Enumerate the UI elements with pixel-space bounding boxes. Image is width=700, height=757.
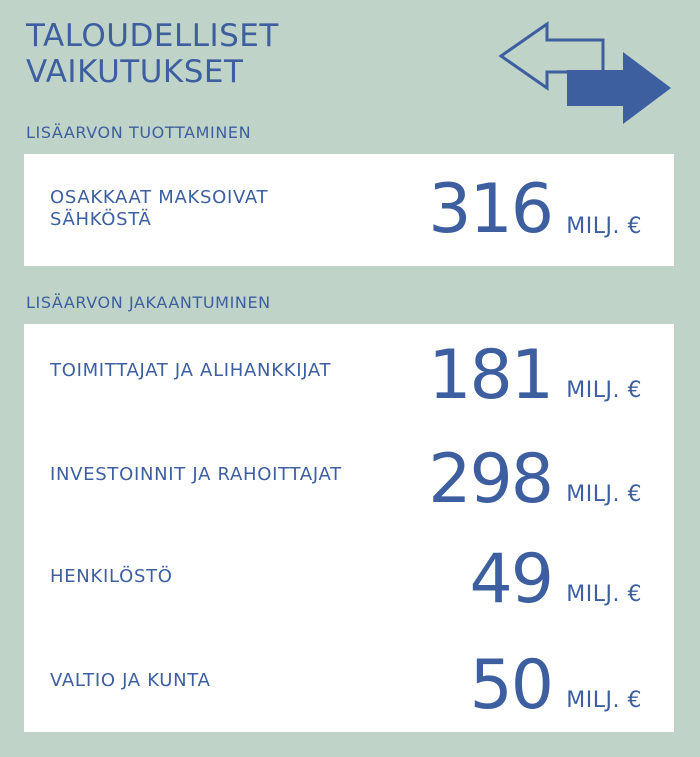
page-title: [26, 18, 279, 90]
row-unit: MILJ. €: [566, 214, 642, 239]
row-label-line-2: SÄHKÖSTÄ: [50, 209, 152, 230]
page-title-line-1: TALOUDELLISET: [26, 18, 279, 54]
distribution-row-investors: [24, 428, 674, 528]
row-label: TOIMITTAJAT JA ALIHANKKIJAT: [50, 360, 332, 381]
row-label: INVESTOINNIT JA RAHOITTAJAT: [50, 464, 342, 485]
distribution-row-personnel: [24, 530, 674, 630]
row-value: 50: [469, 646, 552, 725]
distribution-panel: [24, 324, 674, 732]
page-title-line-2: VAIKUTUKSET: [26, 54, 244, 90]
row-value: 181: [428, 336, 552, 415]
distribution-row-state: [24, 632, 674, 732]
row-value: 49: [469, 540, 552, 619]
row-label: [50, 187, 268, 231]
value-added-heading: LISÄARVON TUOTTAMINEN: [26, 123, 252, 142]
row-value: 316: [428, 170, 552, 249]
distribution-row-suppliers: [24, 324, 674, 424]
value-row-shareholders: [24, 154, 674, 266]
row-unit: MILJ. €: [566, 688, 642, 713]
row-unit: MILJ. €: [566, 378, 642, 403]
row-value: 298: [428, 440, 552, 519]
row-unit: MILJ. €: [566, 482, 642, 507]
exchange-arrows-icon: [497, 18, 675, 128]
row-unit: MILJ. €: [566, 582, 642, 607]
value-added-panel: [24, 154, 674, 266]
row-label-line-1: OSAKKAAT MAKSOIVAT: [50, 187, 269, 208]
distribution-heading: LISÄARVON JAKAANTUMINEN: [26, 293, 271, 312]
row-label: HENKILÖSTÖ: [50, 566, 173, 587]
row-label: VALTIO JA KUNTA: [50, 670, 211, 691]
